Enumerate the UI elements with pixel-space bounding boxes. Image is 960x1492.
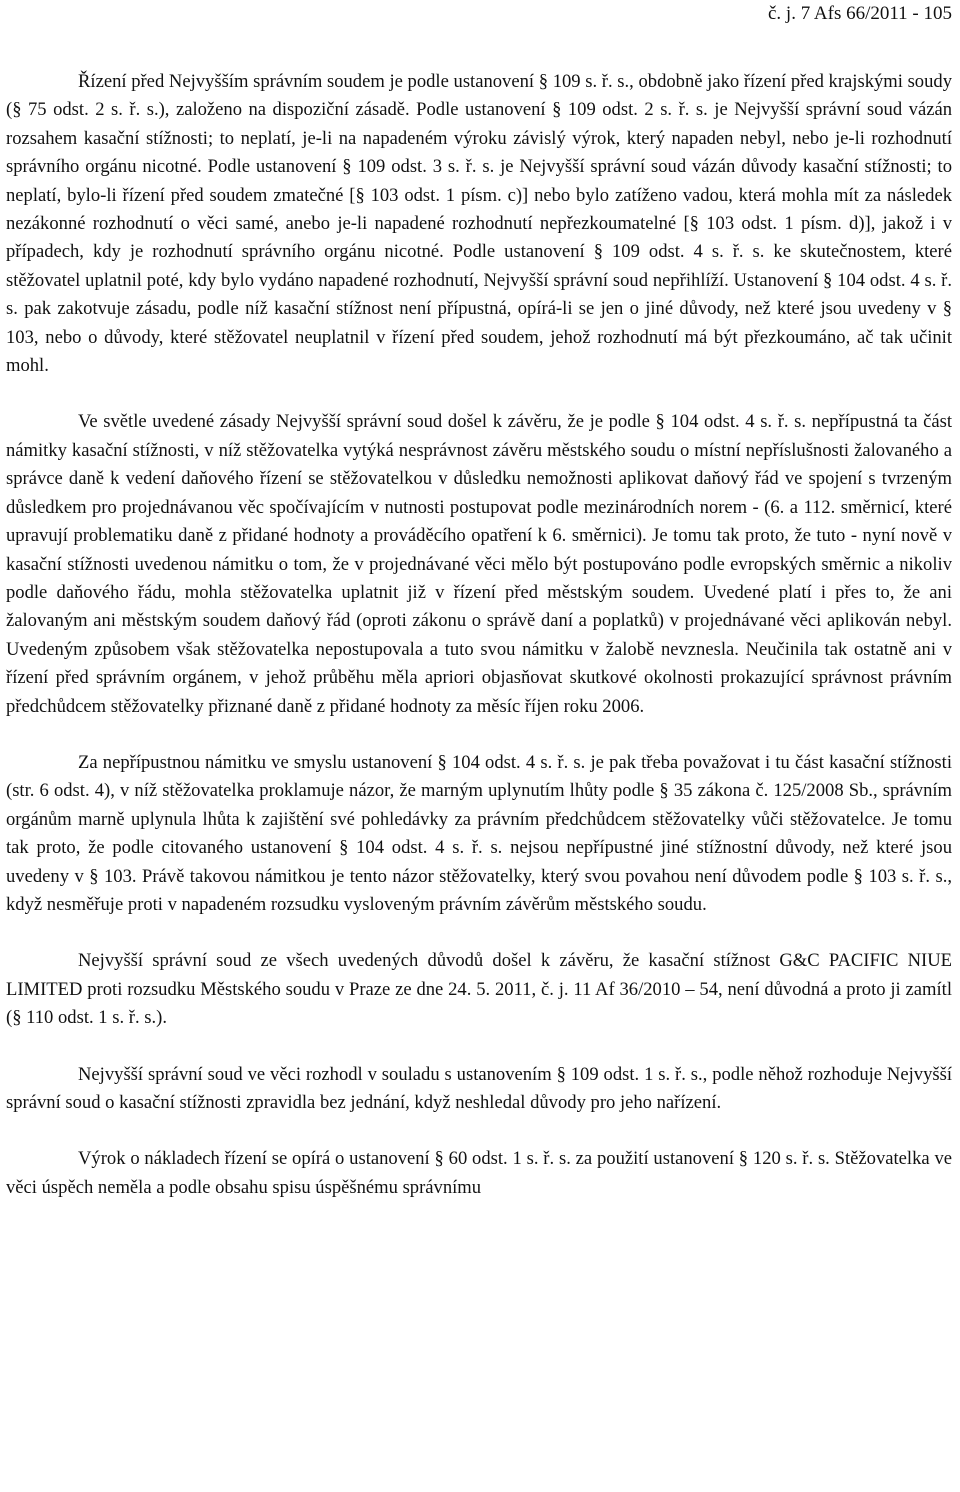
paragraph-proceedings-principles: Řízení před Nejvyšším správním soudem je podle ustanovení § 109 s. ř. s., obdobně jako řízení před krajskými soudy (§ 75 odst. 2 s. ř. s.), založeno na dispoziční zásadě. Podle ustanovení § 109 odst. 2 s. ř. s. je Nejvyšší správní soud vázán rozsahem kasační stížnosti; to neplatí, je-li na napadeném výroku závislý výrok, který napaden nebyl, nebo je-li rozhodnutí správního orgánu nicotné. Podle ustanovení § 109 odst. 3 s. ř. s. je Nejvyšší správní soud vázán důvody kasační stížnosti; to neplatí, bylo-li řízení před soudem zmatečné [§ 103 odst. 1 písm. c)] nebo bylo zatíženo vadou, která mohla mít za následek nezákonné rozhodnutí o věci samé, anebo je-li napadené rozhodnutí nepřezkoumatelné [§ 103 odst. 1 písm. d)], jakož i v případech, kdy je rozhodnutí správního orgánu nicotné. Podle ustanovení § 109 odst. 4 s. ř. s. ke skutečnostem, které stěžovatel uplatnil poté, kdy bylo vydáno napadené rozhodnutí, Nejvyšší správní soud nepřihlíží. Ustanovení § 104 odst. 4 s. ř. s. pak zakotvuje zásadu, podle níž kasační stížnost není přípustná, opírá-li se jen o jiné důvody, než které jsou uvedeny v § 103, nebo o důvody, které stěžovatel neuplatnil v řízení před soudem, jehož rozhodnutí má být přezkoumáno, ač tak učinit mohl. xyxy=(6,71,952,377)
paragraph-further-inadmissible-objection: Za nepřípustnou námitku ve smyslu ustanovení § 104 odst. 4 s. ř. s. je pak třeba považovat i tu část kasační stížnosti (str. 6 odst. 4), v níž stěžovatelka proklamuje názor, že marným uplynutím lhůty podle § 35 zákona č. 125/2008 Sb., správním orgánům marně uplynula lhůta k zajištění své pohledávky za právním předchůdcem stěžovatelky vůči stěžovatelce. Je tomu tak proto, že podle citovaného ustanovení § 104 odst. 4 s. ř. s. nejsou nepřípustné jiné stížnostní důvody, než které jsou uvedeny v § 103. Právě takovou námitkou je tento názor stěžovatelky, který svou povahou není důvodem podle § 103 s. ř. s., když nesměřuje proti v napadeném rozsudku vysloveným právním závěrům městského soudu. xyxy=(6,751,952,915)
paragraph-decision-without-hearing: Nejvyšší správní soud ve věci rozhodl v souladu s ustanovením § 109 odst. 1 s. ř. s., podle něhož rozhoduje Nejvyšší správní soud o kasační stížnosti zpravidla bez jednání, když neshledal důvody pro jeho nařízení. xyxy=(6,1063,952,1113)
paragraph-conclusion: Nejvyšší správní soud ze všech uvedených důvodů došel k závěru, že kasační stížnost G&C PACIFIC NIUE LIMITED proti rozsudku Městského soudu v Praze ze dne 24. 5. 2011, č. j. 11 Af 36/2010 – 54, není důvodná a proto ji zamítl (§ 110 odst. 1 s. ř. s.). xyxy=(6,950,952,1029)
paragraph-inadmissible-objection: Ve světle uvedené zásady Nejvyšší správní soud došel k závěru, že je podle § 104 odst. 4 s. ř. s. nepřípustná ta část námitky kasační stížnosti, v níž stěžovatelka vytýká nesprávnost závěru městského soudu o místní nepříslušnosti žalovaného a správce daně k vedení daňového řízení se stěžovatelkou v důsledku nemožnosti aplikovat daňový řád ve spojení s tvrzeným důsledkem pro projednávanou věc spočívajícím v nutnosti postupovat podle mezinárodních norem - (6. a 112. směrnicí, které upravují problematiku daně z přidané hodnoty a prováděcího opatření k 6. směrnici). Je tomu tak proto, že tuto - nyní nově v kasační stížnosti uvedenou námitku o tom, že v projednávané věci mělo být postupováno podle evropských směrnic a nikoliv podle daňového řádu, mohla stěžovatelka uplatnit již v řízení před městským soudem. Uvedené platí i přes to, že ani žalovaným ani městským soudem daňový řád (oproti zákonu o správě daní a poplatků) v projednávané věci aplikován nebyl. Uvedeným způsobem však stěžovatelka nepostupovala a tuto svou námitku v žalobě nevznesla. Neučinila tak ostatně ani v řízení před správním orgánem, v jehož průběhu měla apriori objasňovat skutkové okolnosti prokazující správnost právním předchůdcem stěžovatelky přiznané daně z přidané hodnoty za měsíc říjen roku 2006. xyxy=(6,411,952,717)
case-reference: č. j. 7 Afs 66/2011 - 105 xyxy=(767,3,952,24)
document-page xyxy=(6,0,952,1492)
paragraph-costs: Výrok o nákladech řízení se opírá o ustanovení § 60 odst. 1 s. ř. s. za použití ustanovení § 120 s. ř. s. Stěžovatelka ve věci úspěch neměla a podle obsahu spisu úspěšnému správnímu xyxy=(6,1148,952,1198)
